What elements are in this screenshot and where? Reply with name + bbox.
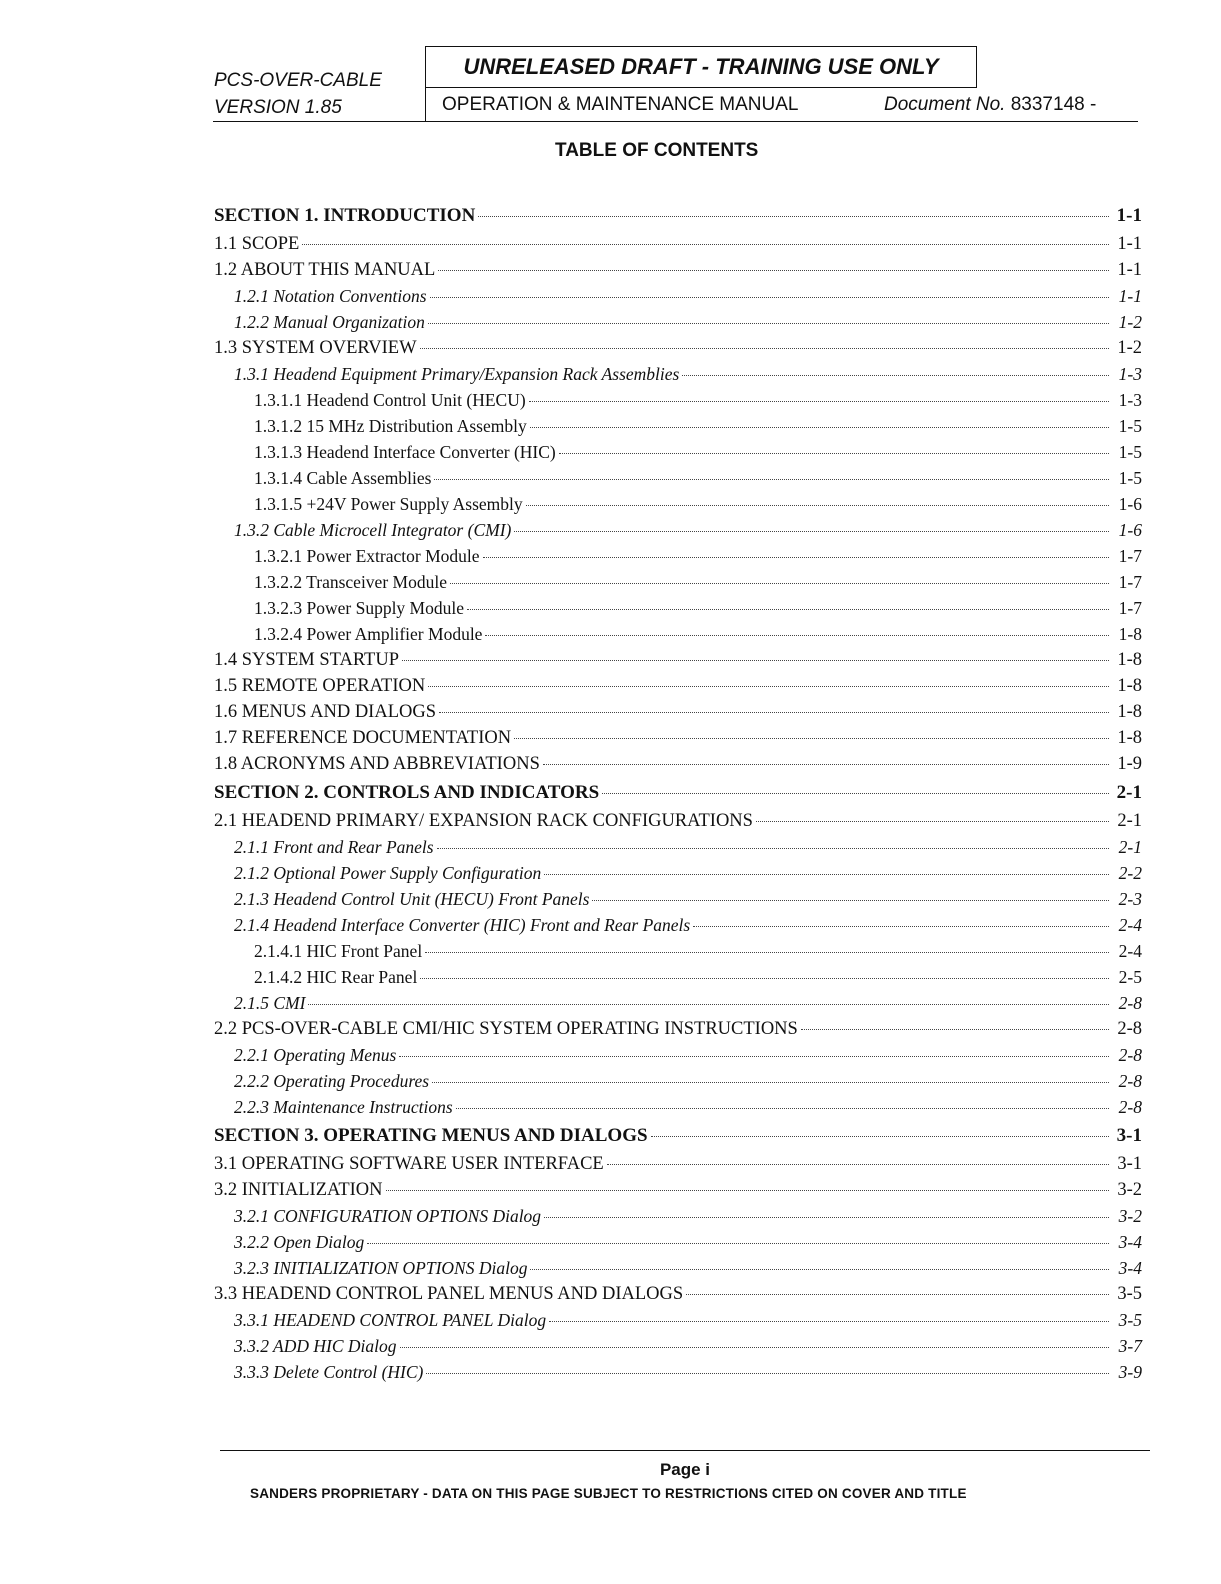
dot-leader [693,926,1109,927]
dot-leader [432,1082,1109,1083]
toc-entry-page: 1-8 [1117,702,1142,722]
dot-leader [425,952,1109,953]
toc-entry[interactable] [214,860,1142,886]
version-label: VERSION 1.85 [214,97,342,118]
toc-entry[interactable] [214,231,1142,257]
toc-entry-page: 3-5 [1117,1284,1142,1304]
toc-entry-page: 1-8 [1117,728,1142,748]
toc-entry[interactable] [214,335,1142,361]
toc-entry[interactable] [214,257,1142,283]
product-name: PCS-OVER-CABLE [214,70,382,91]
toc-entry-title: 1.8 ACRONYMS AND ABBREVIATIONS [214,754,540,774]
toc-entry-page: 3-4 [1118,1232,1142,1252]
dot-leader [544,874,1109,875]
toc-entry-title: 3.3.3 Delete Control (HIC) [234,1362,424,1382]
toc-entry-page: 3-2 [1118,1206,1142,1226]
dot-leader [530,427,1109,428]
toc-entry-title: 2.1.4.1 HIC Front Panel [254,941,423,961]
toc-entry-page: 1-1 [1118,286,1142,306]
dot-leader [467,609,1109,610]
page-number: Page i [659,1460,711,1479]
proprietary-notice: SANDERS PROPRIETARY - DATA ON THIS PAGE SUBJECT TO RESTRICTIONS CITED ON COVER AND TITLE [250,1486,967,1501]
dot-leader [801,1029,1109,1030]
header-rule [213,121,1138,122]
toc-entry[interactable] [214,1333,1142,1359]
toc-entry[interactable] [214,699,1142,725]
toc-entry-title: 2.1.4 Headend Interface Converter (HIC) Front and Rear Panels [234,915,691,935]
toc-entry-page: 1-1 [1117,260,1142,280]
toc-entry-title: 1.3.2.2 Transceiver Module [254,572,447,592]
toc-entry-page: 1-8 [1117,676,1142,696]
toc-entry[interactable] [214,413,1142,439]
dot-leader [549,1321,1109,1322]
toc-entry-title: SECTION 3. OPERATING MENUS AND DIALOGS [214,1125,648,1146]
toc-entry-page: 1-7 [1118,546,1142,566]
toc-entry-page: 1-6 [1118,520,1142,540]
toc-entry-page: 2-1 [1117,811,1142,831]
toc-entry-page: 1-5 [1118,442,1142,462]
toc-entry-page: 1-8 [1118,624,1142,644]
toc-entry[interactable] [214,808,1142,834]
toc-entry-page: 3-7 [1118,1336,1142,1356]
dot-leader [428,686,1109,687]
dot-leader [483,557,1109,558]
toc-entry[interactable] [214,595,1142,621]
toc-entry-page: 1-5 [1118,416,1142,436]
dot-leader [437,848,1109,849]
toc-entry-title: 1.6 MENUS AND DIALOGS [214,702,437,722]
dot-leader [434,479,1109,480]
toc-entry-title: 3.2.1 CONFIGURATION OPTIONS Dialog [234,1206,542,1226]
toc-entry-page: 2-1 [1118,837,1142,857]
toc-entry-page: 2-8 [1118,1045,1142,1065]
footer-rule [220,1450,1150,1451]
toc-entry[interactable] [214,777,1142,808]
toc-entry[interactable] [214,621,1142,647]
toc-entry-page: 2-4 [1118,915,1142,935]
dot-leader [529,401,1109,402]
toc-entry-title: 2.1.4.2 HIC Rear Panel [254,967,418,987]
toc-entry-page: 2-8 [1118,993,1142,1013]
toc-entry-page: 1-1 [1116,205,1142,226]
page-title: TABLE OF CONTENTS [555,140,759,161]
toc-entry-title: 2.2.2 Operating Procedures [234,1071,430,1091]
dot-leader [400,1347,1109,1348]
toc-entry-title: 1.3 SYSTEM OVERVIEW [214,338,417,358]
toc-entry-title: 1.3.2 Cable Microcell Integrator (CMI) [234,520,512,540]
toc-entry[interactable] [214,1151,1142,1177]
table-of-contents [214,200,1142,1385]
toc-entry[interactable] [214,1016,1142,1042]
toc-entry[interactable] [214,912,1142,938]
toc-entry[interactable] [214,834,1142,860]
toc-entry-title: 1.4 SYSTEM STARTUP [214,650,400,670]
dot-leader [544,1217,1109,1218]
toc-entry-page: 2-3 [1118,889,1142,909]
toc-entry[interactable] [214,1094,1142,1120]
dot-leader [399,1056,1109,1057]
toc-entry-title: 3.3.2 ADD HIC Dialog [234,1336,397,1356]
toc-entry-title: 2.2.3 Maintenance Instructions [234,1097,453,1117]
toc-entry-title: 1.3.2.1 Power Extractor Module [254,546,480,566]
dot-leader [308,1004,1109,1005]
toc-entry-page: 1-8 [1117,650,1142,670]
toc-entry-title: 1.3.1.5 +24V Power Supply Assembly [254,494,523,514]
draft-banner: UNRELEASED DRAFT - TRAINING USE ONLY [425,46,977,88]
toc-entry[interactable] [214,1203,1142,1229]
toc-entry[interactable] [214,517,1142,543]
toc-entry-title: 3.2.3 INITIALIZATION OPTIONS Dialog [234,1258,528,1278]
toc-entry[interactable] [214,647,1142,673]
header-divider [425,88,426,121]
toc-entry-page: 1-1 [1117,234,1142,254]
dot-leader [602,793,1109,794]
dot-leader [450,583,1109,584]
toc-entry[interactable] [214,200,1142,231]
toc-entry-page: 3-2 [1117,1180,1142,1200]
toc-entry-title: 3.3.1 HEADEND CONTROL PANEL Dialog [234,1310,547,1330]
toc-entry[interactable] [214,1068,1142,1094]
dot-leader [420,978,1109,979]
toc-entry-page: 2-8 [1118,1097,1142,1117]
toc-entry-title: 1.3.2.4 Power Amplifier Module [254,624,483,644]
toc-entry-page: 1-6 [1118,494,1142,514]
toc-entry-page: 1-2 [1118,312,1142,332]
toc-entry-page: 1-2 [1117,338,1142,358]
toc-entry[interactable] [214,283,1142,309]
toc-entry-title: 1.5 REMOTE OPERATION [214,676,426,696]
dot-leader [438,270,1109,271]
toc-entry[interactable] [214,1281,1142,1307]
dot-leader [456,1108,1109,1109]
toc-entry-title: 1.2 ABOUT THIS MANUAL [214,260,436,280]
dot-leader [426,1373,1109,1374]
dot-leader [526,505,1109,506]
document-label: Document No. [884,94,1006,115]
document-number-value: 8337148 - [1010,94,1097,115]
toc-entry-title: 3.3 HEADEND CONTROL PANEL MENUS AND DIALOGS [214,1284,684,1304]
toc-entry-page: 2-8 [1117,1019,1142,1039]
toc-entry-page: 1-9 [1117,754,1142,774]
toc-entry[interactable] [214,1255,1142,1281]
dot-leader [592,900,1109,901]
toc-entry-page: 1-7 [1118,598,1142,618]
dot-leader [559,453,1109,454]
toc-entry-title: 2.1 HEADEND PRIMARY/ EXPANSION RACK CONFIGURATIONS [214,811,753,831]
dot-leader [686,1294,1109,1295]
dot-leader [530,1269,1109,1270]
toc-entry-title: 1.3.1.2 15 MHz Distribution Assembly [254,416,527,436]
toc-entry-page: 2-8 [1118,1071,1142,1091]
toc-entry[interactable] [214,465,1142,491]
dot-leader [607,1164,1109,1165]
toc-entry[interactable] [214,886,1142,912]
toc-entry-title: SECTION 2. CONTROLS AND INDICATORS [214,782,600,803]
toc-entry-title: 1.3.1 Headend Equipment Primary/Expansion Rack Assemblies [234,364,680,384]
toc-entry-page: 2-2 [1118,863,1142,883]
toc-entry-title: 1.3.1.4 Cable Assemblies [254,468,432,488]
toc-entry[interactable] [214,361,1142,387]
toc-entry-page: 1-5 [1118,468,1142,488]
toc-entry[interactable] [214,491,1142,517]
toc-entry[interactable] [214,964,1142,990]
toc-entry-title: 1.3.1.3 Headend Interface Converter (HIC) [254,442,556,462]
toc-entry[interactable] [214,725,1142,751]
dot-leader [428,323,1109,324]
toc-entry[interactable] [214,569,1142,595]
dot-leader [386,1190,1109,1191]
toc-entry-title: 3.2 INITIALIZATION [214,1180,383,1200]
toc-entry-title: 1.2.1 Notation Conventions [234,286,427,306]
toc-entry[interactable] [214,1177,1142,1203]
toc-entry-title: 2.1.3 Headend Control Unit (HECU) Front Panels [234,889,590,909]
toc-entry[interactable] [214,543,1142,569]
toc-entry[interactable] [214,751,1142,777]
document-number [884,94,1096,116]
dot-leader [485,635,1109,636]
toc-entry-title: 2.2.1 Operating Menus [234,1045,397,1065]
toc-entry[interactable] [214,1229,1142,1255]
dot-leader [367,1243,1109,1244]
toc-entry-page: 3-4 [1118,1258,1142,1278]
toc-entry-page: 3-9 [1118,1362,1142,1382]
toc-entry[interactable] [214,1307,1142,1333]
toc-entry-page: 1-3 [1118,364,1142,384]
toc-entry-title: 3.1 OPERATING SOFTWARE USER INTERFACE [214,1154,604,1174]
dot-leader [756,821,1109,822]
toc-entry-page: 1-3 [1118,390,1142,410]
toc-entry[interactable] [214,439,1142,465]
toc-entry-title: 2.2 PCS-OVER-CABLE CMI/HIC SYSTEM OPERATING INSTRUCTIONS [214,1019,798,1039]
dot-leader [651,1136,1109,1137]
toc-entry[interactable] [214,309,1142,335]
dot-leader [302,244,1109,245]
toc-entry-title: 1.2.2 Manual Organization [234,312,425,332]
toc-entry-page: 3-1 [1116,1125,1142,1146]
toc-entry-title: 2.1.1 Front and Rear Panels [234,837,434,857]
toc-entry-title: 2.1.5 CMI [234,993,306,1013]
toc-entry-page: 1-7 [1118,572,1142,592]
toc-entry-page: 2-1 [1116,782,1142,803]
toc-entry[interactable] [214,387,1142,413]
toc-entry-page: 2-4 [1118,941,1142,961]
toc-entry-title: 1.3.1.1 Headend Control Unit (HECU) [254,390,526,410]
toc-entry[interactable] [214,673,1142,699]
manual-title: OPERATION & MAINTENANCE MANUAL [442,94,799,115]
dot-leader [682,375,1109,376]
toc-entry-page: 3-5 [1118,1310,1142,1330]
dot-leader [430,297,1110,298]
dot-leader [439,712,1109,713]
toc-entry-title: 1.1 SCOPE [214,234,300,254]
toc-entry-title: 2.1.2 Optional Power Supply Configuration [234,863,542,883]
toc-entry-page: 2-5 [1118,967,1142,987]
toc-entry-page: 3-1 [1117,1154,1142,1174]
toc-entry[interactable] [214,990,1142,1016]
toc-entry-title: 1.7 REFERENCE DOCUMENTATION [214,728,512,748]
toc-entry[interactable] [214,1359,1142,1385]
toc-entry-title: SECTION 1. INTRODUCTION [214,205,476,226]
toc-entry[interactable] [214,1120,1142,1151]
toc-entry-title: 1.3.2.3 Power Supply Module [254,598,464,618]
dot-leader [543,764,1109,765]
dot-leader [478,216,1109,217]
toc-entry[interactable] [214,938,1142,964]
toc-entry[interactable] [214,1042,1142,1068]
dot-leader [402,660,1109,661]
dot-leader [420,348,1109,349]
dot-leader [514,738,1109,739]
dot-leader [514,531,1109,532]
toc-entry-title: 3.2.2 Open Dialog [234,1232,365,1252]
